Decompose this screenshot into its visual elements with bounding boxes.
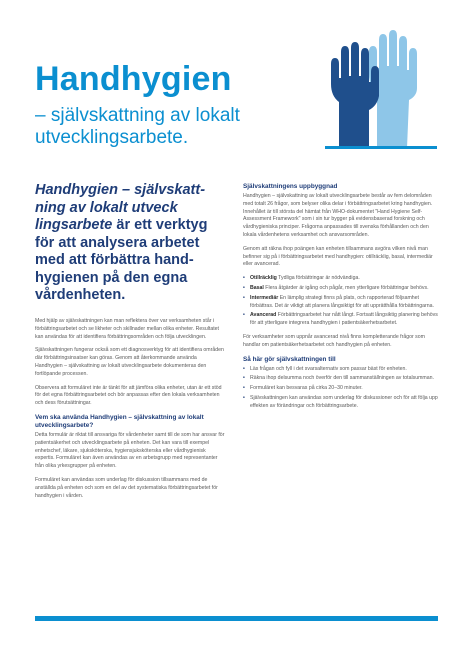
step-item: • Formuläret kan besvaras på cirka 20–30 minuter. (243, 385, 438, 393)
left-paragraph-4: Detta formulär är riktat till ansvariga för vårdenheter samt till de som har ansvar för patientsäkerhet och utvecklingsarbete på enheten. Det kan vara till exempel enhetschef, läkare, sjuksköterska, hygiensjuksköterska eller vårdhygienisk expertis. Formuläret kan även användas av en arbetsgrupp med representanter från olika yrkesgrupper på enheten. (35, 431, 225, 470)
level-item (243, 275, 438, 283)
level-item (243, 285, 438, 293)
level-item (243, 312, 438, 328)
lead-italic-text: Handhygien – självskatt-ning av lokalt utveck lingsarbete (35, 182, 206, 233)
level-name: Intermediär (250, 294, 279, 301)
lead-rest-text: är ett verktyg för att analysera arbetet med att förbättra hand-hygienen på den egna vårdenheten. (35, 217, 208, 303)
left-heading-who: Vem ska använda Handhygien – självskattning av lokalt utvecklingsarbete? (35, 413, 204, 429)
step-item: • Räkna ihop delsumma noch överför den till sammanställningen av totalsumman. (243, 375, 438, 383)
level-text: Tydliga förbättringar är nödvändiga. (278, 275, 360, 282)
level-text: Förbättringsarbetet har nått långt. Fortsatt långsiktig planering behövs för att ytterligare integrera handhygien i patientsäkerhetsarbetet. (250, 312, 438, 327)
level-text: En lämplig strategi finns på plats, och rapporterad följsamhet förbättras. Det är viktigt att planera långsiktigt för att upprätthålla förbättringarna. (250, 294, 434, 309)
right-paragraph-3: För verksamheter som uppnår avancerad nivå finns kompletterande frågor som handlar om patientsäkerhetsarbetet och handhygien på enheten. (243, 333, 425, 348)
document-title: Handhygien (35, 60, 232, 98)
level-name: Otillräcklig (250, 275, 277, 282)
step-item: • Läs frågan och fyll i det svarsalternativ som passar bäst för enheten. (243, 366, 438, 374)
raised-hands-icon (325, 30, 425, 148)
left-paragraph-1: Med hjälp av självskattningen kan man reflektera över var verksamheten står i förbättringsarbetet och se likheter och skillnader mellan olika enheter. Resultatet kan användas för att identifiera förbättringsområden och följa utvecklingen. (35, 318, 219, 340)
level-name: Basal (250, 284, 264, 291)
level-name: Avancerad (250, 312, 277, 319)
left-paragraph-2: Självskattningen fungerar också som ett diagnosverktyg för att identifiera områden där förbättringsinsatser kan göras. Genom att återkommande använda Handhygien – självskattning av lokalt utvecklingsarbete dokumenteras den fortlöpande processen. (35, 347, 224, 377)
level-list (243, 275, 438, 328)
left-paragraph-5: Formuläret kan användas som underlag för diskussion tillsammans med de anställda på enheten och som en del av det systematiska förbättringsarbetet för handhygien i vården. (35, 476, 218, 499)
right-paragraph-2: Genom att räkna ihop poängen kan enheten tillsammans avgöra vilken nivå man befinner sig på i förbättringsarbetet med handhygien: otillräcklig, basal, intermediär eller avancerad. (243, 245, 433, 268)
left-column (35, 318, 225, 506)
level-text: Flera åtgärder är igång och pågår, men ytterligare förbättringar behövs. (265, 284, 429, 291)
step-item: • Självskattningen kan användas som underlag för diskussioner och för att följa upp effekten av förändringar och förbättringsarbete. (243, 395, 438, 411)
level-item (243, 295, 438, 311)
header-rule (325, 146, 437, 149)
left-paragraph-3: Observera att formuläret inte är tänkt för att jämföra olika enheter, utan är ett stöd för det egna förbättringsarbetet och bör anpassas efter den lokala verksamheten och dess förutsättningar. (35, 384, 222, 407)
right-heading-structure: Självskattningens uppbyggnad (243, 183, 338, 190)
steps-list (243, 366, 438, 411)
right-heading-howto: Så här gör självskattningen till (243, 355, 336, 363)
right-paragraph-1: Handhygien – självskattning av lokalt utvecklingsarbete består av fem delområden med totalt 26 frågor, som belyser olika delar i förbättringsarbetet kring handhygien. Innehållet är till största del hämtat från WHO-dokumentet "Hand Hygiene Self-Assessment Framework" som i sin tur bygger på evidensbaserad forskning och vårdhygieniska principer. Frågorna anpassades till svenska förhållanden och den lokala vårdenhetens verksamhet och ansvarsområden. (243, 193, 433, 238)
document-subtitle: – självskattning av lokalt utvecklingsarbete. (35, 105, 240, 148)
footer-rule (35, 616, 438, 621)
lead-paragraph (35, 182, 225, 305)
right-column (243, 183, 438, 417)
